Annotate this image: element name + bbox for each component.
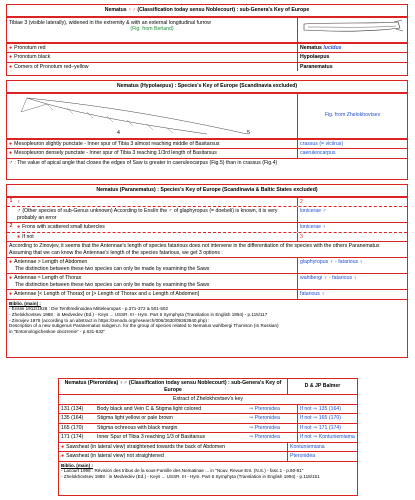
note-row [7, 158, 407, 168]
row-result: caeruleocarpus [297, 149, 407, 158]
sex-symbols: ♀♂ [126, 7, 136, 13]
row-result: Nematus lucidus [300, 44, 342, 51]
pteronidea-header [59, 379, 357, 394]
couplet-id: 165 (170) [61, 424, 84, 431]
couplet-text: Body black and Vein C & Stigma light colored [97, 405, 202, 412]
key-row [7, 197, 407, 207]
saw-row: ● Sawsheat (in lateral view) straightened towards the back of Abdomen Kontuniemiana [59, 442, 357, 452]
biblio-row [7, 299, 407, 336]
couplet-row [59, 432, 357, 442]
couplet-id: 171 (174) [61, 434, 84, 440]
row-result: 2 [297, 198, 407, 207]
option-result: wahlbergi ♀ - fatarious ♀ [297, 274, 407, 289]
option-result: fatarious ♀ [297, 290, 407, 299]
subgenera-key-title [7, 5, 407, 17]
couplet-arrow: ⇒ Pteronidea [249, 405, 280, 412]
couplet-row [59, 413, 357, 423]
hypolaepus-key-box [6, 80, 408, 180]
row-text: Frons with scattered small tubercles [22, 224, 105, 230]
row-result: lonicerae ♀ [297, 223, 407, 232]
assuming-text: Assuming that we can know the Antennae's length of the species fatarious, we get 3 options : [9, 249, 223, 256]
subgenera-key-box [6, 4, 408, 76]
paranematus-key-box [6, 184, 408, 358]
row-result: 3 [297, 233, 407, 242]
biblio-entry: in "Entomologicheskoe obozrenie" - p.631-632" [9, 329, 106, 335]
row-text: Pronotum black [14, 54, 51, 60]
fig-note: Fig. from Zhelokhovtsev [324, 112, 381, 119]
biblio-entry: - Zhelokhovtsev 1988 : in Medvedev (Ed.) - Keys ... USSR. III - Hym. Part 6 Symphyta (Translation in English 1994) - p.118/151 [61, 473, 320, 479]
option-row: ● Antennae > Length of Abdomen The distinction between these two species can only be made by examining the Saws glaphyropus ♀ - fatarious ♀ [7, 257, 407, 273]
row-text: ♂ (Other species of sub-Genus unknown) According to Enslín the ♂ of glaphyropus (= doebeli) is known, it is very probably an error [17, 208, 278, 221]
couplet-row [59, 404, 357, 414]
row-result: Paranematus [297, 63, 407, 72]
couplet-text: Stigma light yellow or pale brown [97, 415, 173, 421]
key-row [7, 206, 407, 222]
couplet-arrow: ⇒ Pteronidea [249, 424, 280, 431]
couplet-ifnot: If not ⇒ 171 (174) [297, 424, 357, 433]
tibia-line: Tibiae 3 (visible laterally), widened in the extremity & with an external longitudinal furrow [9, 19, 211, 26]
key-row: ● If not 3 [7, 232, 407, 242]
biblio-entry: - Zinovjev 1978 (according to an abstract in https://zenodo.org/research/006/3630/09363940.php) : [9, 317, 210, 323]
step-number: 1 [9, 197, 13, 204]
row-result: crassus (= viciirus) [297, 140, 407, 149]
row-text: Corners of Pronotum red–yellow [14, 63, 89, 70]
tibia-figure [297, 18, 407, 42]
biblio-entry: - Zhelokhovtsev 1988 : in Medvedev (Ed.) - Keys ... USSR. III - Hym. Part 6 Symphyta (Translation in English 1994) - p.115/117 [9, 311, 268, 317]
biblio-entry: - Lacourt 1998 : Révision des tribus de la sous-Famille des Nematinae ... in "Nouv. Revue Ent. (N.S.) - fasc.1 - p.60-81" [61, 468, 304, 474]
option-text: Antennae [< Length of Thorax] or [> Length of Thorax and ≤ Length of Abdomen] [14, 291, 200, 297]
pteronidea-key-box [58, 378, 358, 496]
saw-note: ♂ : The value of apical angle that closes the edges of Saw is greater in caeruleocarpus (Fig.5) than in crassus (Fig.4) [9, 159, 278, 166]
saw-result: Kontuniemiana [287, 443, 357, 452]
key-row: ● Pronotum red Nematus lucidus [7, 43, 407, 53]
couplet-ifnot: If not ⇒ 165 (170) [297, 414, 357, 423]
key-row: ● Mesopleuron densely punctate - Inner spur of Tibia 3 reaching 1/3rd length of Basitarsus caeruleocarpus [7, 148, 407, 158]
title-rest: (Classification today sensu Noblecourt) : sub-Genera's Key of Europe [135, 7, 310, 13]
couplet-id: 135 (164) [61, 415, 84, 421]
biblio-title: Biblio. (main) : [61, 462, 93, 468]
saw-result: Pteronidea [287, 452, 357, 461]
saw-text: Sawsheat (in lateral view) straightened towards the back of Abdomen [66, 443, 226, 450]
row-text: Mesopleuron slightly punctate - Inner spur of Tibia 3 almost reaching middle of Basitarsus [14, 140, 220, 147]
row-text: Pronotum red [14, 44, 46, 51]
couplet-text: Stigma ochreous with black margin [97, 424, 178, 431]
option-row: ● Antennae [< Length of Thorax] or [> Length of Thorax and ≤ Length of Abdomen] fatarious ♀ [7, 289, 407, 299]
fig-number-5: 5 [247, 129, 250, 136]
couplet-arrow: ⇒ Pteronidea [249, 434, 280, 440]
title-genus: Nematus [104, 7, 127, 13]
tibia-row [7, 17, 407, 43]
couplet-row [59, 423, 357, 433]
biblio-entry: - Enslin 1912/1928 : Die Tenthredinoidea Mitteleuropas - p.371-372 & 501-502 [9, 306, 169, 312]
zinovjev-row [7, 241, 407, 257]
biblio-row [59, 461, 357, 481]
fig-note: (Fig. from Berland) [130, 26, 174, 32]
extract-row [59, 394, 357, 404]
couplet-ifnot: If not ⇒ 135 (164) [297, 405, 357, 414]
saw-figure-row [7, 93, 407, 139]
key-row: ● Corners of Pronotum red–yellow Paranematus [7, 62, 407, 72]
couplet-ifnot: If not ⇒ Kontuniemiama [297, 433, 357, 442]
couplet-id: 131 (134) [61, 405, 84, 412]
option-text: Antennae > Length of Abdomen [14, 259, 88, 265]
key-row: ● Mesopleuron slightly punctate - Inner spur of Tibia 3 almost reaching middle of Basitarsus crassus (= viciirus) [7, 139, 407, 149]
saw-figures [7, 94, 297, 138]
row-text: ♀ [17, 198, 21, 205]
pteronidea-title: Nematus (Pteronidea) ♀♂ (Classification today sensu Noblecourt) : sub-Genera's Key of Europe [64, 380, 282, 393]
row-result: Hypolaepus [297, 53, 407, 62]
row-text: Mesopleuron densely punctate - Inner spur of Tibia 3 reaching 1/3rd length of Basitarsus [14, 150, 217, 156]
biblio-title: Biblio. (main) : [9, 300, 41, 306]
saw-row: ● Sawsheat (in lateral view) not straightened Pteronidea [59, 451, 357, 461]
row-text: If not [22, 233, 34, 240]
option-result: glaphyropus ♀ - fatarious ♀ [297, 258, 407, 273]
fig-number-4: 4 [117, 129, 120, 136]
couplet-arrow: ⇒ Pteronidea [249, 415, 280, 421]
option-text: Antennae ≈ Length of Thorax [14, 275, 82, 281]
option-sub: The distinction between these two species can only be made by examining the Saws [15, 265, 210, 272]
saw-text: Sawsheat (in lateral view) not straightened [66, 453, 164, 459]
hypolaepus-title: Nematus (Hypolaepus) : Species's Key of Europe (Scandinavia excluded) [7, 81, 407, 93]
biblio-entry: Description of a new subgenus Paranematus subgen.n. for the group of species related to Nematus wahlbergi Thomson (In Russian) [9, 323, 279, 329]
key-row: ● Pronotum black Hypolaepus [7, 52, 407, 62]
extract-label: Extract of Zhelokhovtsev's key [173, 396, 243, 402]
paranematus-title: Nematus (Paranematus) : Species's Key of Europe (Scandinavia & Baltic States excluded) [7, 185, 407, 197]
step-number: 2 [9, 223, 13, 229]
couplet-text: Inner Spur of Tibia 3 reaching 1/3 of Basitarsus [97, 434, 206, 440]
option-sub: The distinction between these two species can only be made by examining the Saws [15, 281, 210, 288]
author: D & JP Balmer [287, 379, 357, 394]
zinovjev-text: According to Zinovjev, it seems that the Antennae's length of species fatarious does not intervene in the differentiation of the species with the others Paranematus [9, 243, 380, 249]
row-result: lonicerae ♂ [297, 207, 407, 222]
key-row: 2 ● Frons with scattered small tubercles lonicerae ♀ [7, 222, 407, 232]
option-row: ● Antennae ≈ Length of Thorax The distinction between these two species can only be made by examining the Saws wahlbergi ♀ - fatarious ♀ [7, 273, 407, 289]
